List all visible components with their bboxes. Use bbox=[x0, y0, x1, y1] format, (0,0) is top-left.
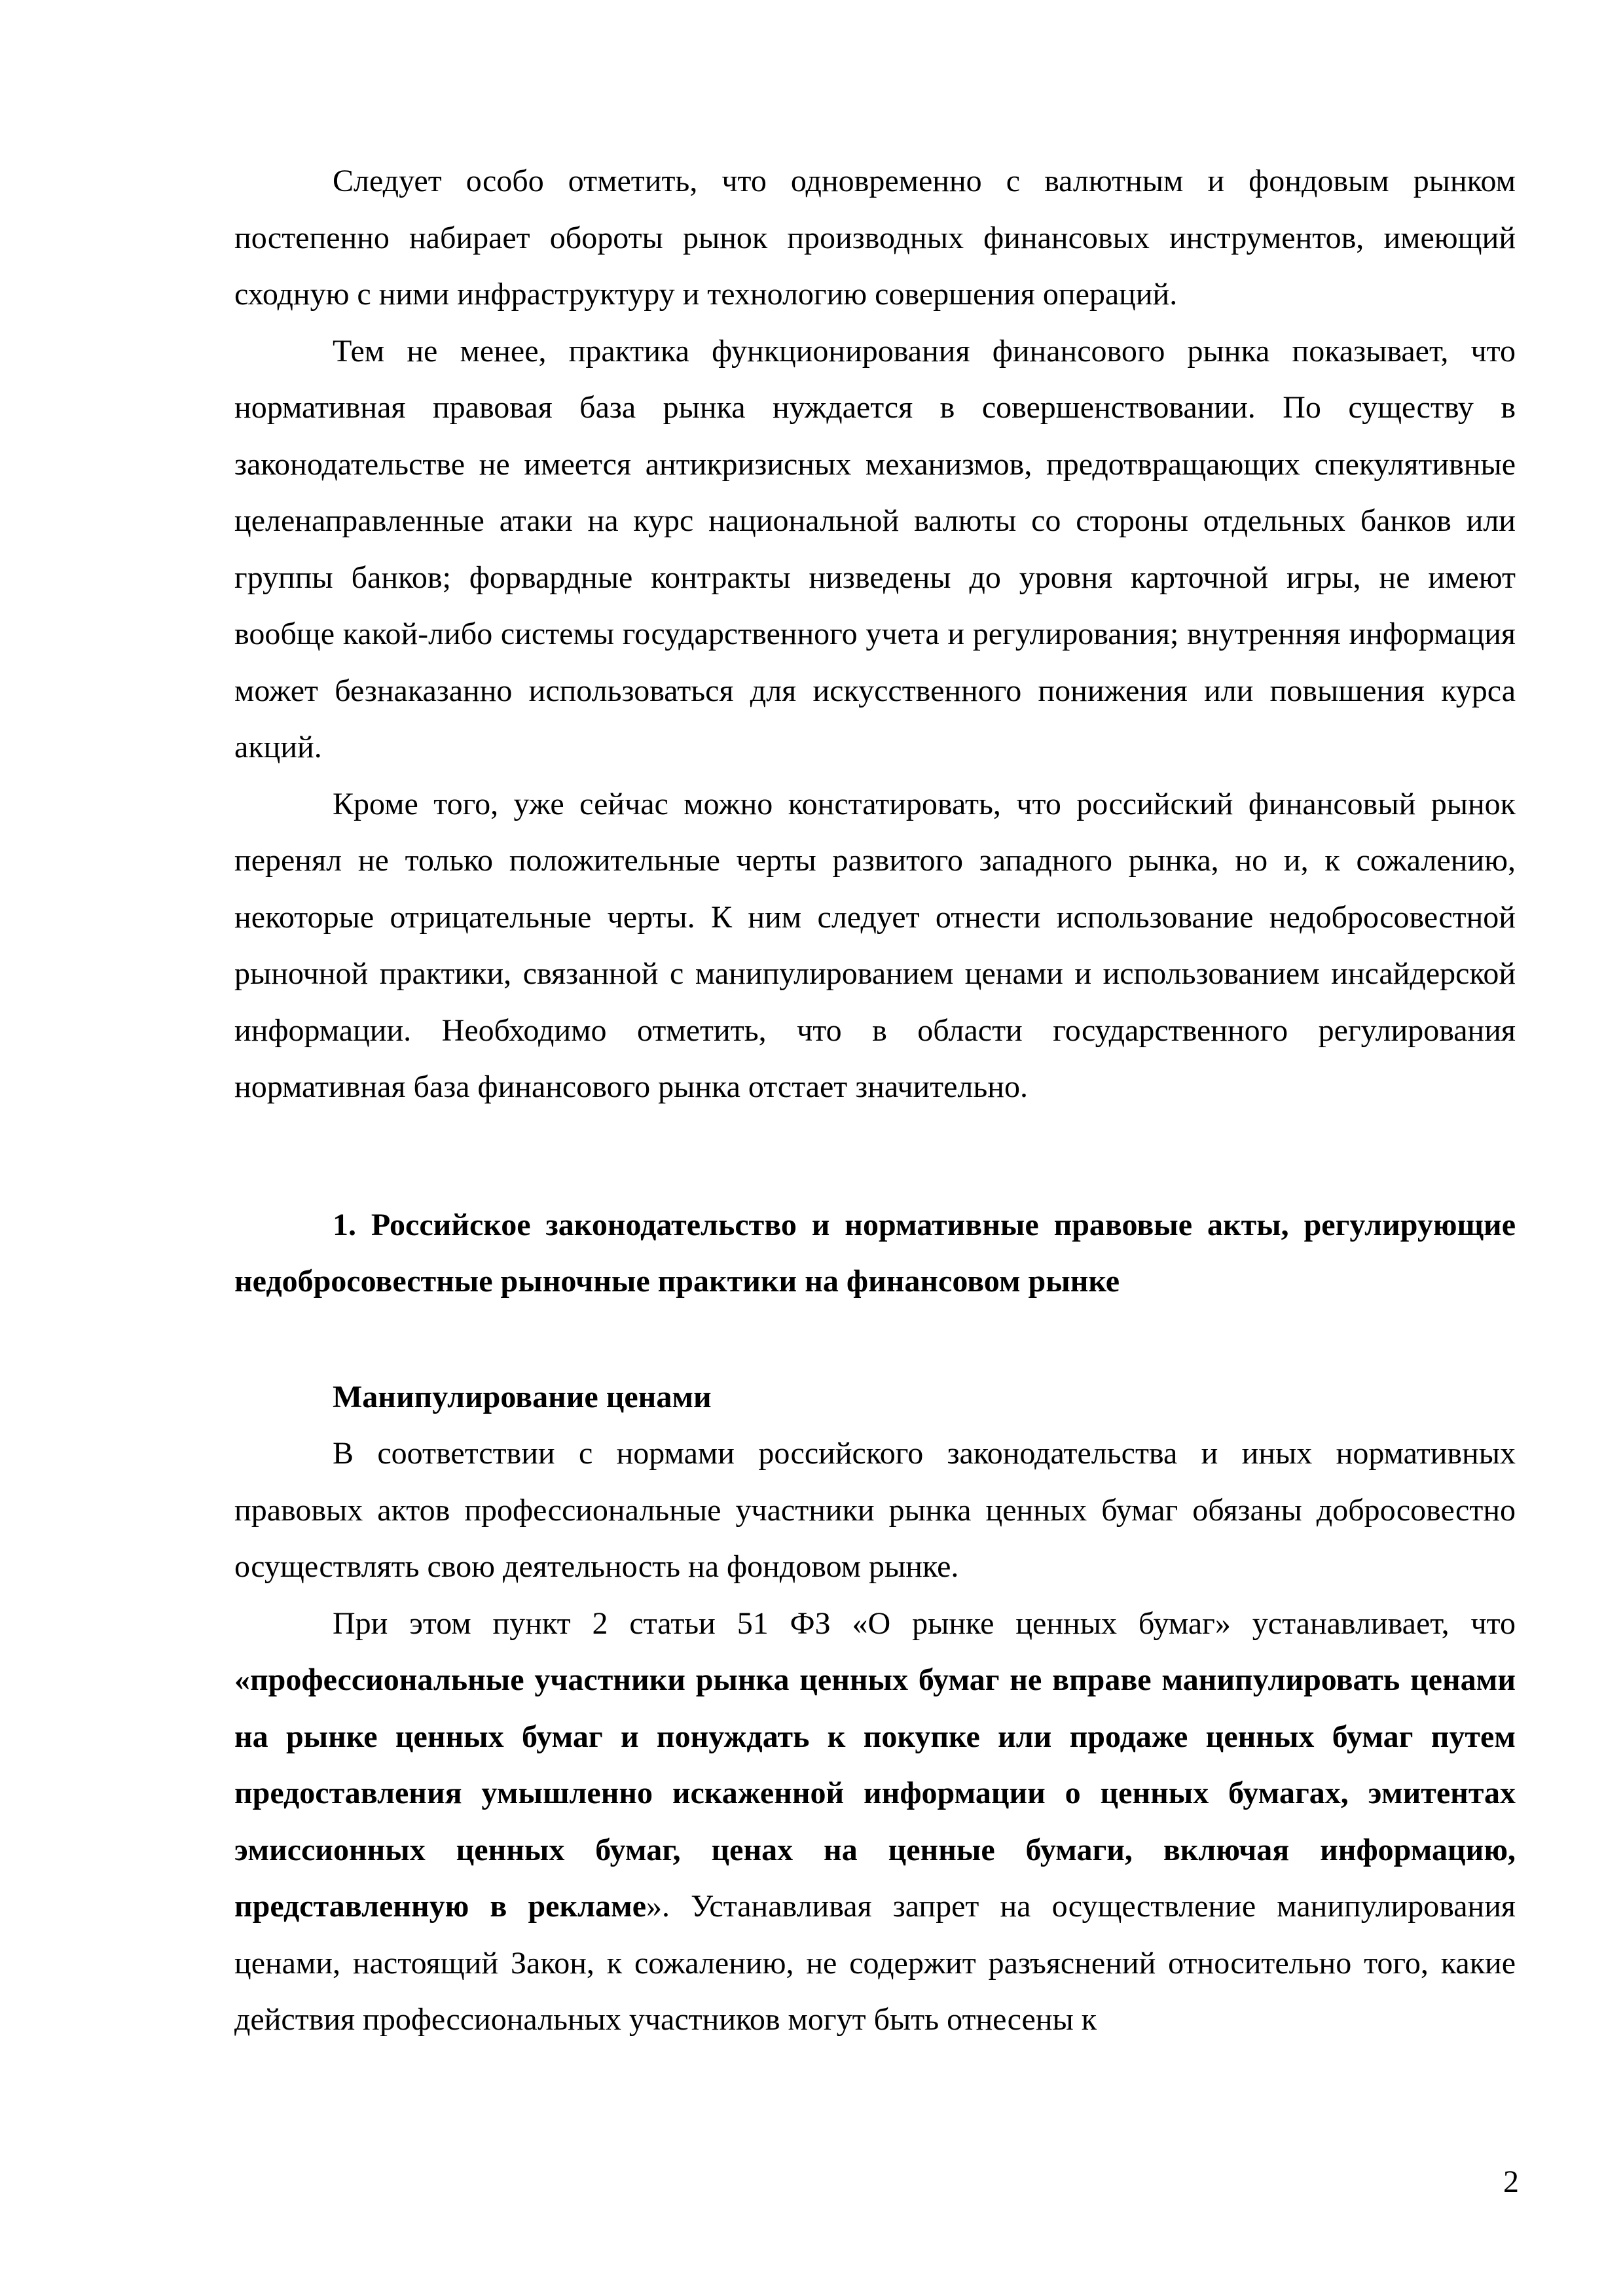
quote-bold: «профессиональные участники рынка ценных бумаг не вправе манипулировать ценами на рынке ценных бумаг и понуждать к покупке или продаже ценных бумаг путем предоставления умышленно искаженной информации о ценных бумагах, эмитентах эмиссионных ценных бумаг, ценах на ценные бумаги, включая информацию, представленную в рекламе bbox=[234, 1662, 1516, 1924]
subsection-heading: Манипулирование ценами bbox=[333, 1379, 712, 1414]
page-content bbox=[234, 153, 1516, 2049]
paragraph-law-quote bbox=[234, 1596, 1516, 2049]
page-number: 2 bbox=[1503, 2164, 1519, 2199]
paragraph-derivatives-market: Следует особо отметить, что одновременно с валютным и фондовым рынком постепенно набирает обороты рынок производных финансовых инструментов, имеющий сходную с ними инфраструктуру и технологию совершения операций. bbox=[234, 164, 1516, 312]
quote-intro: При этом пункт 2 статьи 51 ФЗ «О рынке ценных бумаг» устанавливает, что bbox=[333, 1605, 1516, 1641]
paragraph-obligations: В соответствии с нормами российского законодательства и иных нормативных правовых актов профессиональные участники рынка ценных бумаг обязаны добросовестно осуществлять свою деятельность на фондовом рынке. bbox=[234, 1436, 1516, 1584]
section-heading: 1. Российское законодательство и нормативные правовые акты, регулирующие недобросовестные рыночные практики на финансовом рынке bbox=[234, 1207, 1516, 1299]
paragraph-regulatory-base: Тем не менее, практика функционирования финансового рынка показывает, что нормативная правовая база рынка нуждается в совершенствовании. По существу в законодательстве не имеется антикризисных механизмов, предотвращающих спекулятивные целенаправленные атаки на курс национальной валюты со стороны отдельных банков или группы банков; форвардные контракты низведены до уровня карточной игры, не имеют вообще какой-либо системы государственного учета и регулирования; внутренняя информация может безнаказанно использоваться для искусственного понижения или повышения курса акций. bbox=[234, 333, 1516, 764]
paragraph-negative-practices: Кроме того, уже сейчас можно констатировать, что российский финансовый рынок перенял не только положительные черты развитого западного рынка, но и, к сожалению, некоторые отрицательные черты. К ним следует отнести использование недобросовестной рыночной практики, связанной с манипулированием ценами и использованием инсайдерской информации. Необходимо отметить, что в области государственного регулирования нормативная база финансового рынка отстает значительно. bbox=[234, 786, 1516, 1104]
quote-continuation: ». Устанавливая запрет на осуществление манипулирования ценами, настоящий Закон, к сожалению, не содержит разъяснений относительно того, какие действия профессиональных участников могут быть отнесены к bbox=[234, 1889, 1516, 2037]
